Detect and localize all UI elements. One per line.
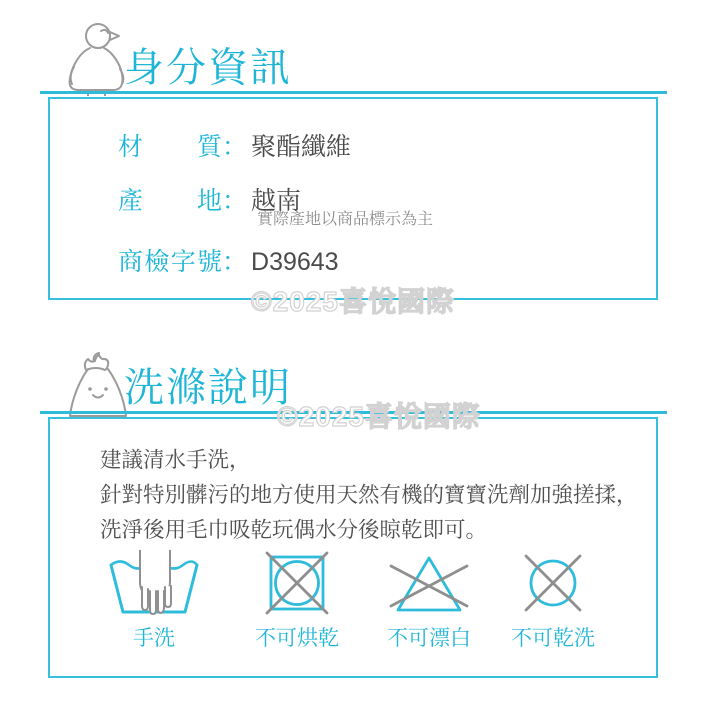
identity-title-underline [40,91,667,94]
washing-line-1: 建議清水手洗， [100,448,251,472]
no-dry-clean-icon [521,549,585,615]
washing-line-2: 針對特別髒污的地方使用天然有機的寶寶洗劑加強搓揉， [100,483,638,507]
washing-line-3: 洗淨後用毛巾吸乾玩偶水分後晾乾即可。 [100,518,488,542]
inspection-number-value: D39643 [251,248,339,276]
material-value: 聚酯纖維 [251,133,352,161]
care-label-no-bleach: 不可漂白 [387,627,471,650]
penguin-mascot-icon [60,22,134,96]
colon: ： [222,248,248,276]
identity-section-title: 身分資訊 [124,46,292,90]
inspection-number-label: 商檢字號 [118,248,222,276]
care-label-hand-wash: 手洗 [133,627,175,650]
material-row [118,127,351,163]
care-symbol-no-dry-clean [487,549,619,652]
no-bleach-icon [387,549,471,615]
origin-label: 產地 [118,187,222,215]
hand-wash-icon [106,549,202,615]
care-symbol-no-tumble-dry [231,549,363,652]
care-label-no-dry-clean: 不可乾洗 [511,627,595,650]
colon: ： [222,133,248,161]
washing-section-title: 洗滌說明 [124,366,292,410]
colon: ： [222,187,248,215]
care-symbol-no-bleach [363,549,495,652]
washing-info-box [48,417,658,678]
inspection-number-row [118,242,339,278]
care-label-no-tumble-dry: 不可烘乾 [255,627,339,650]
watermark: ©2025喜悅國際 [277,401,481,432]
watermark: ©2025喜悅國際 [251,286,455,317]
care-symbol-hand-wash [88,549,220,652]
origin-note: 實際產地以商品標示為主 [257,211,434,228]
material-label: 材質 [118,133,222,161]
no-tumble-dry-icon [265,549,329,615]
washing-instructions [100,443,638,548]
identity-info-box [48,97,658,300]
origin-value: 越南 [251,187,302,215]
